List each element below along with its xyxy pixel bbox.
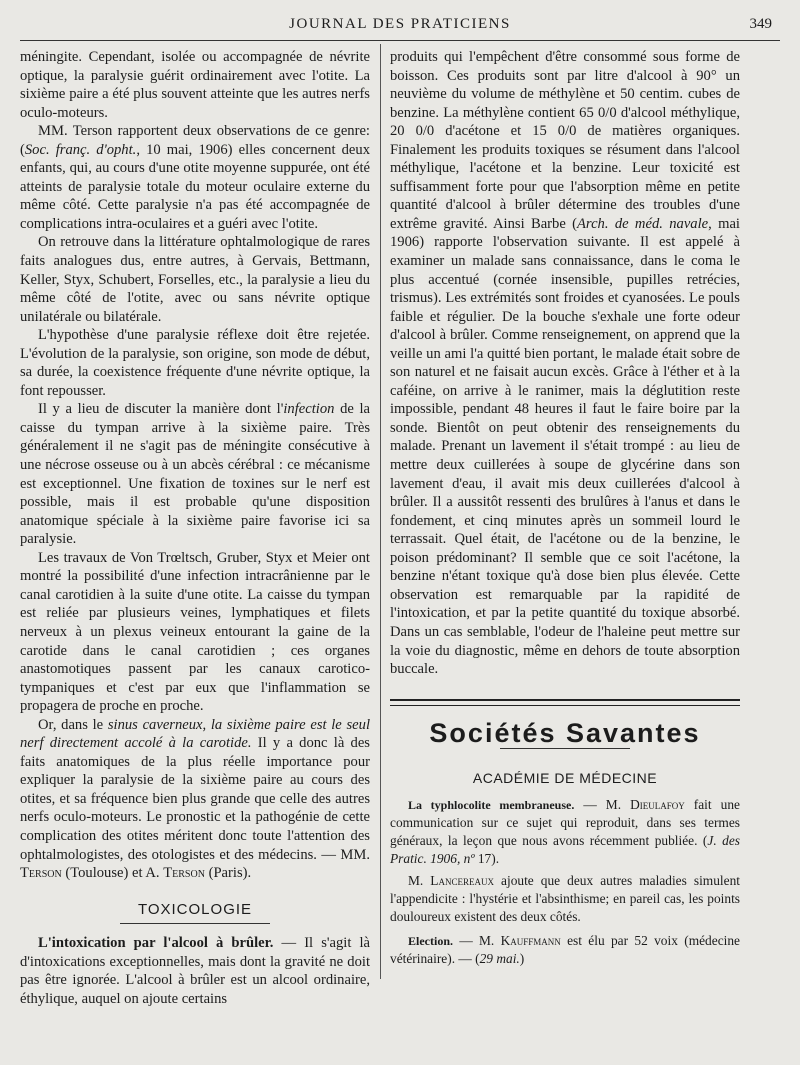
paragraph: L'intoxication par l'alcool à brûler. — Il s'agit là d'intoxications exceptionnelles, mais dont la gravité ne doit pas être ignorée. L'alcool à brûler est un alcool ordinaire, éthylique, auquel on ajoute certains [20,935,370,1007]
header-rule [20,40,780,41]
section-double-rule [390,699,740,706]
societes-savantes-heading: Sociétés Savantes [429,717,701,748]
section-heading-toxicologie: TOXICOLOGIE [20,901,370,925]
paragraph: Les travaux de Von Trœltsch, Gruber, Styx et Meier ont montré la possibilité d'une infection intracrânienne par le canal carotidien à la suite d'une otite. La caisse du tympan est reliée par plusieurs veines, lymphatiques et filets nerveux à un plexus veineux entourant la gaine de la carotide dans le canal carotidien ; ces organes anastomotiques passent par les canaux carotico-tympaniques et c'est par eux que l'inflammation se propagera de proche en proche. [20,549,370,715]
paragraph: MM. Terson rapportent deux observations de ce genre: (Soc. franç. d'opht., 10 mai, 1906) elles concernent deux enfants, qui, au cours d'une otite moyenne suppurée, ont été atteints de paralysie totale du moteur oculaire externe du même côté. Cette paralysie n'a pas été accompagnée de complications intra-oculaires et a guéri avec l'otite. [20,123,370,232]
article-title: L'intoxication par l'alcool à brûler. [38,935,274,952]
paragraph: M. Lancereaux ajoute que deux autres maladies simulent l'appendicite : l'hystérie et l'absinthisme; en pareil cas, les points douloureux existent des deux côtés. [390,872,740,924]
page-header [20,14,780,38]
page-number: 349 [749,16,772,32]
paragraph: Il y a lieu de discuter la manière dont l'infection de la caisse du tympan arrive à la sixième paire. Très généralement il ne s'agit pas de méningite consécutive à une nécrose osseuse ou à un abcès cérébral : ce mécanisme est exceptionnel. Une fixation de toxines sur le nerf est possible, mais il est probable qu'une disposition anatomique spéciale à la sixième paire favorise ici sa paralysie. [20,401,370,548]
paragraph: Or, dans le sinus caverneux, la sixième paire est le seul nerf directement accolé à la carotide. Il y a donc là des faits anatomiques de la plus réelle importance pour expliquer la paralysie de la sixième paire au cours des otites, et sa fréquence bien plus grande que celle des autres nerfs oculo-moteurs. Le pronostic et la pathogénie de cette complication des otites méritent donc toute l'attention des ophtalmologistes, des otologistes et des médecins. — MM. Terson (Toulouse) et A. Terson (Paris). [20,716,370,882]
left-column [20,48,370,1008]
paragraph: Election. — M. Kauffmann est élu par 52 voix (médecine vétérinaire). — (29 mai.) [390,932,740,966]
academie-heading: ACADÉMIE DE MÉDECINE [472,770,658,787]
paragraph: produits qui l'empêchent d'être consommé sous forme de boisson. Ces produits sont par litre d'alcool à 90° un neuvième du volume de méthylène et 50 centim. cubes de benzine. La méthylène contient 65 0/0 d'alcool méthylique, 20 0/0 d'acétone et 15 0/0 de matières organiques. Finalement les produits toxiques se résument dans l'alcool méthylique, l'acétone et la benzine. Leur toxicité est suffisamment forte pour que l'absorption même en petite quantité d'alcool à brûler détermine des troubles d'une extrême gravité. Ainsi Barbe (Arch. de méd. navale, mai 1906) rapporte l'observation suivante. Il est appelé à examiner un malade sans connaissance, dans le coma le plus accentué (cornée insensible, pupilles retrécies, trismus). Les extrémités sont froides et cyanosées. Le pouls faible et régulier. De la bouche s'exhale une forte odeur d'alcool à brûler. Comme renseignement, on apprend que la veille un ami l'a quitté bien portant, le malade était sobre de son naturel et ne faisait aucun excès. Grâce à l'éther et à la caféine, on arrive à le ranimer, mais la déglutition reste impossible, pendant 48 heures il faut le faire boire par la sonde. Bientôt on peut obtenir des renseignements du malade. Prenant un lavement il s'était trompé : au lieu de mettre deux cuillerées à soupe de glycérine dans son lavement d'eau, il avait mis deux cuillerées d'alcool à brûler. Il a aussitôt ressenti des brulûres à l'anus et dans le fondement, et cinq minutes après un sommeil lourd le terrassait. Quel était, de l'acétone ou de la benzine, le poison prédominant? Il semble que ce soit l'acétone, la benzine n'étant toxique qu'à dose bien plus élevée. Cette observation est remarquable par la rapidité de l'intoxication, et par la petite quantité du toxique absorbé. Dans un cas semblable, l'odeur de l'haleine peut mettre sur la voie du diagnostic, même en dehors de toute absorption buccale. [390,49,740,678]
column-divider [380,44,381,979]
paragraph: On retrouve dans la littérature ophtalmologique de rares faits analogues dus, entre autres, à Gervais, Bettmann, Keller, Styx, Schubert, Forselles, etc., la paralysie a lieu du même côté de l'otite, avec ou sans névrite optique unilatérale ou bilatérale. [20,234,370,325]
journal-title: JOURNAL DES PRATICIENS [289,16,511,32]
paragraph: L'hypothèse d'une paralysie réflexe doit être rejetée. L'évolution de la paralysie, son origine, son mode de début, sa durée, la coexistence fréquente d'une névrite optique, la font repousser. [20,327,370,399]
heading-rule [120,923,270,924]
right-column [390,48,740,968]
heading-rule [500,748,630,749]
paragraph: La typhlocolite membraneuse. — M. Dieulafoy fait une communication sur ce sujet qui reproduit, dans ses termes généraux, la leçon que nous avons récemment publiée. (J. des Pratic. 1906, nº 17). [390,796,740,866]
paragraph: méningite. Cependant, isolée ou accompagnée de névrite optique, la paralysie guérit ordinairement avec l'otite. La sixième paire a été plus souvent atteinte que les autres nerfs oculo-moteurs. [20,49,370,121]
